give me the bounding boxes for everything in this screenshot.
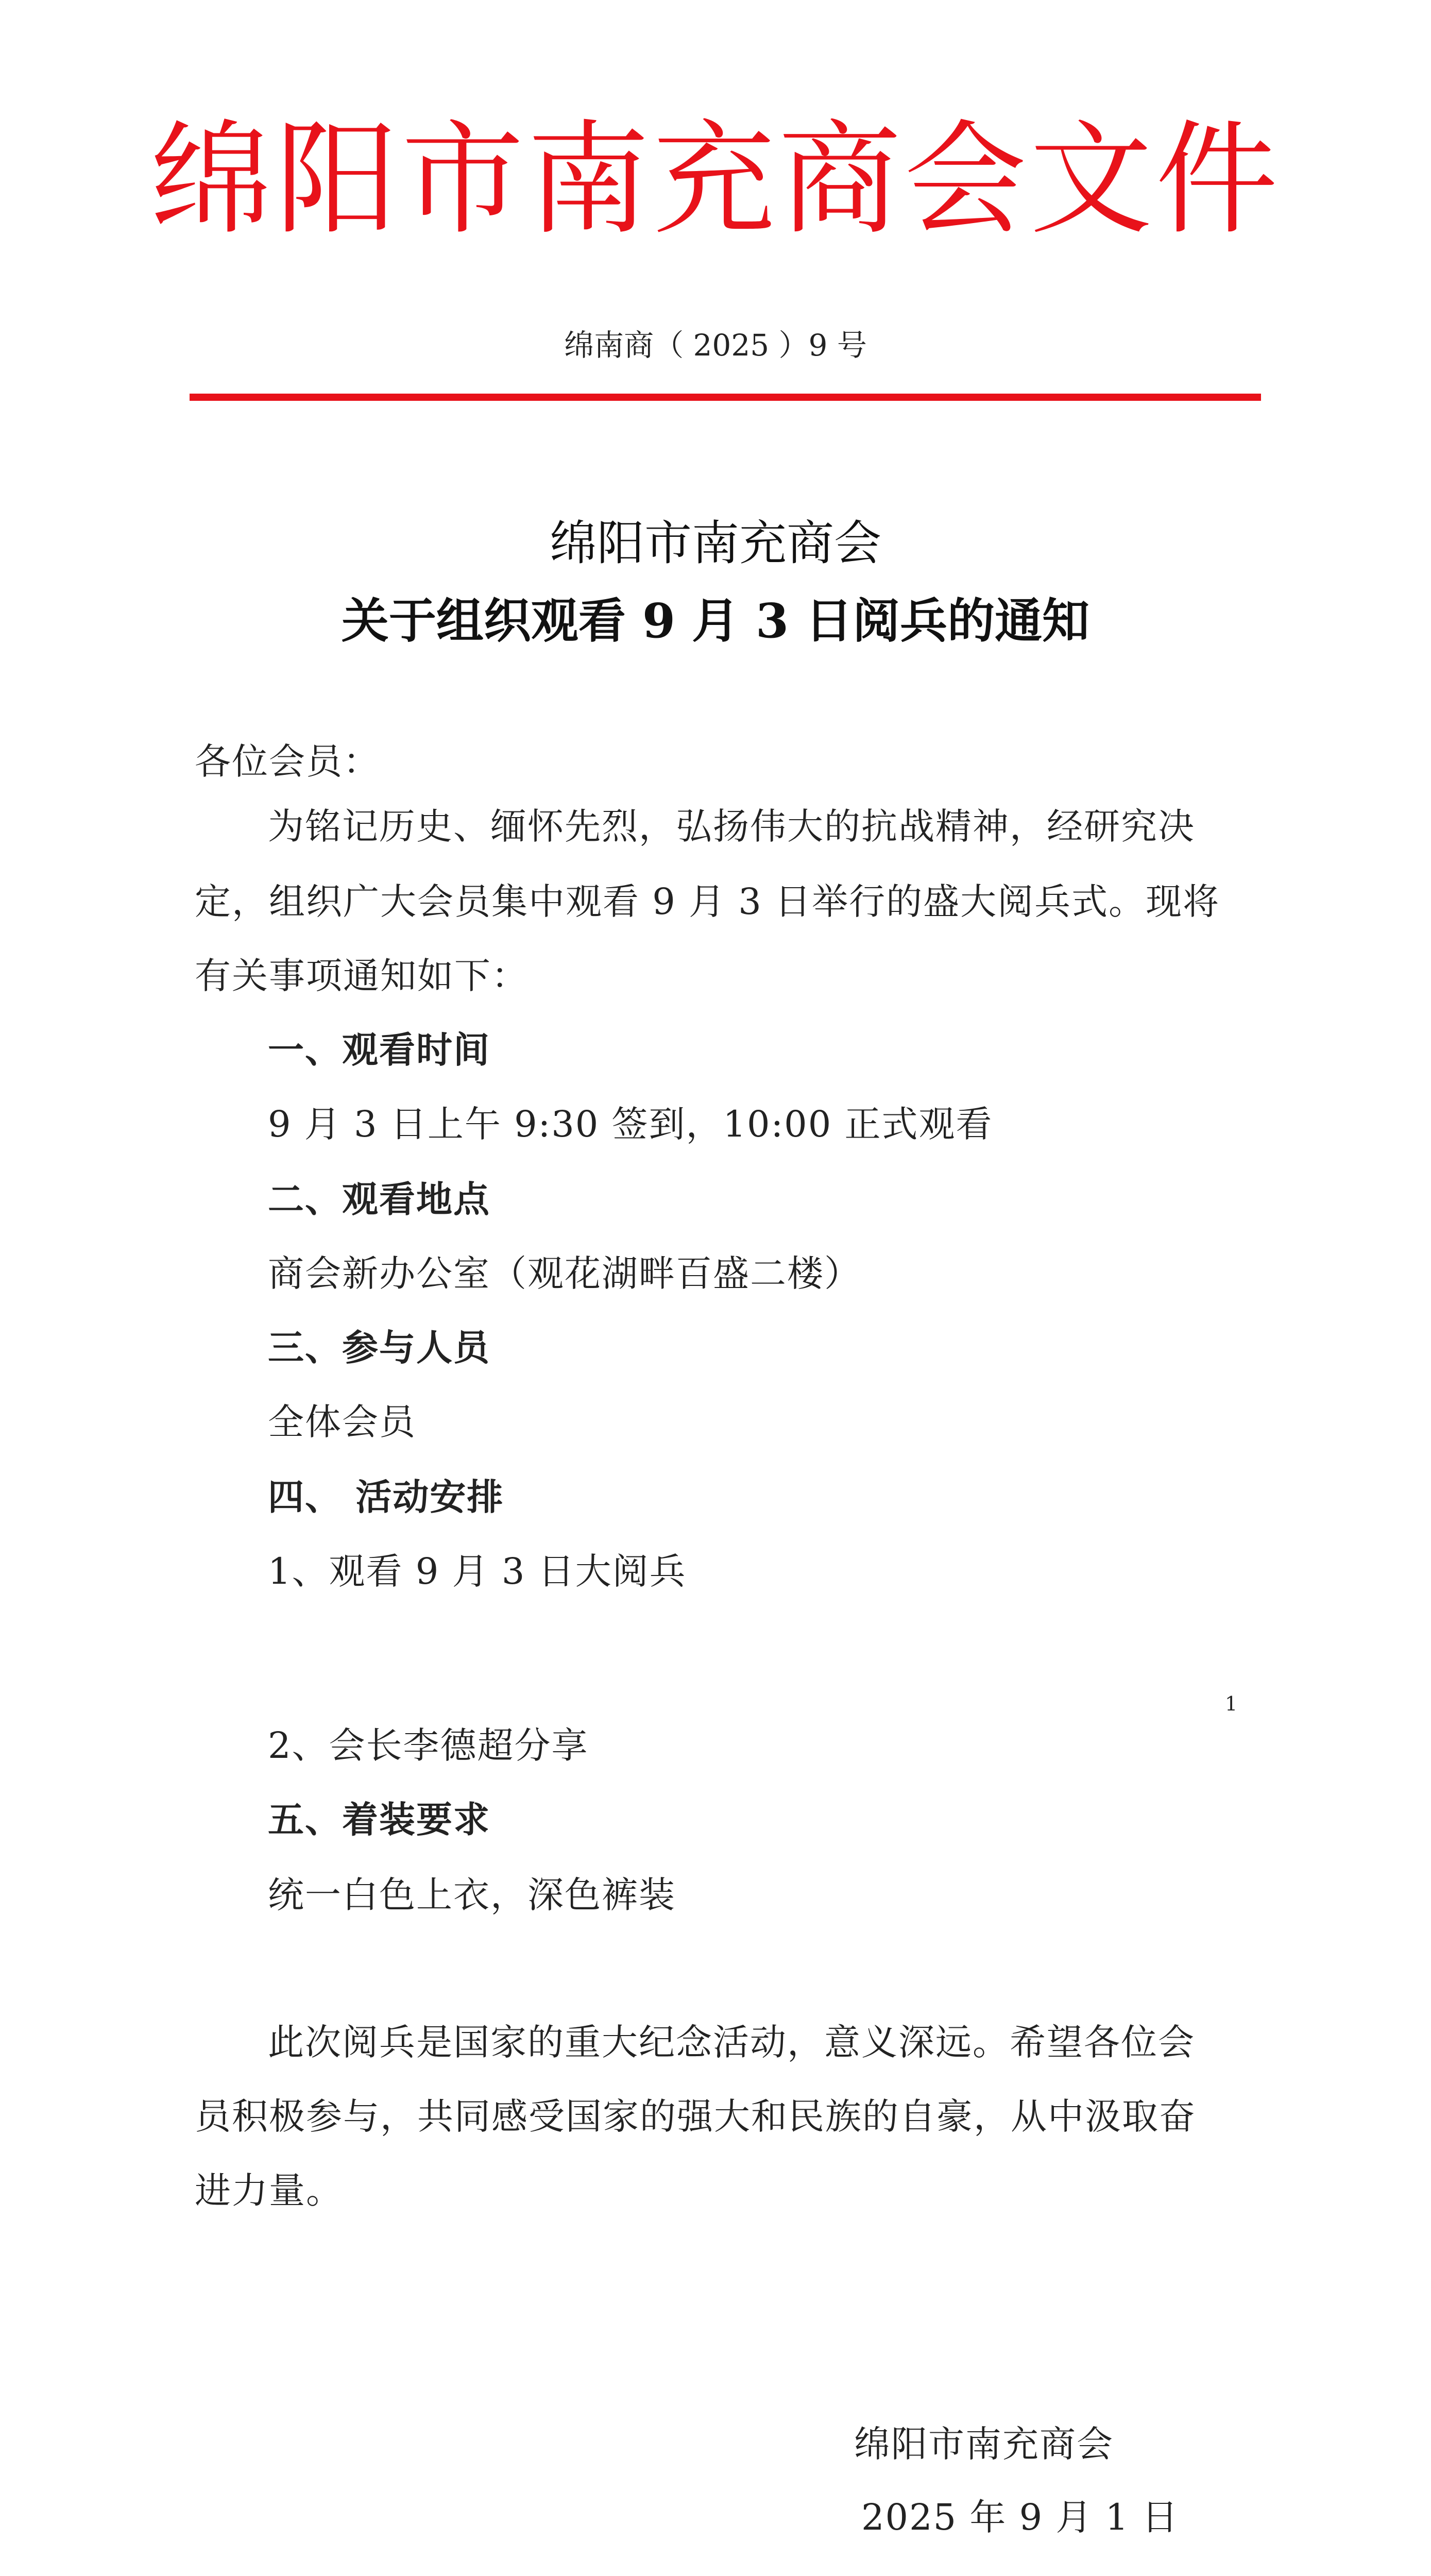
closing-paragraph-line3: 进力量。	[195, 2170, 343, 2212]
notice-title-line2: 关于组织观看 9 月 3 日阅兵的通知	[341, 593, 1090, 649]
document-header-title: 绵阳市南充商会文件	[150, 109, 1281, 251]
signature-org: 绵阳市南充商会	[854, 2423, 1114, 2465]
notice-title-line1: 绵阳市南充商会	[549, 516, 881, 571]
section3-text: 全体会员	[268, 1401, 416, 1443]
header-red-divider	[190, 394, 1261, 401]
section2-text: 商会新办公室（观花湖畔百盛二楼）	[268, 1252, 861, 1295]
document-number: 绵南商（ 2025 ）9 号	[564, 328, 867, 363]
closing-paragraph-line2: 员积极参与，共同感受国家的强大和民族的自豪，从中汲取奋	[195, 2095, 1196, 2138]
salutation: 各位会员：	[195, 740, 380, 783]
intro-paragraph-line2: 定，组织广大会员集中观看 9 月 3 日举行的盛大阅兵式。现将	[195, 880, 1220, 923]
section5-text: 统一白色上衣，深色裤装	[268, 1874, 676, 1916]
intro-paragraph-line3: 有关事项通知如下：	[195, 955, 529, 997]
section3-heading: 三、参与人员	[268, 1326, 490, 1369]
page-number-1: 1	[1225, 1692, 1238, 1715]
section2-heading: 二、观看地点	[268, 1178, 490, 1221]
intro-paragraph-line1: 为铭记历史、缅怀先烈，弘扬伟大的抗战精神，经研究决	[268, 805, 1195, 848]
closing-paragraph-line1: 此次阅兵是国家的重大纪念活动，意义深远。希望各位会	[268, 2021, 1195, 2063]
signature-date: 2025 年 9 月 1 日	[861, 2496, 1179, 2538]
section5-heading: 五、着装要求	[268, 1798, 490, 1841]
section1-heading: 一、观看时间	[268, 1028, 490, 1071]
section4-heading: 四、 活动安排	[268, 1476, 504, 1518]
section1-text: 9 月 3 日上午 9:30 签到，10:00 正式观看	[268, 1103, 993, 1145]
section4-item2: 2、会长李德超分享	[268, 1724, 589, 1767]
section4-item1: 1、观看 9 月 3 日大阅兵	[268, 1550, 687, 1592]
